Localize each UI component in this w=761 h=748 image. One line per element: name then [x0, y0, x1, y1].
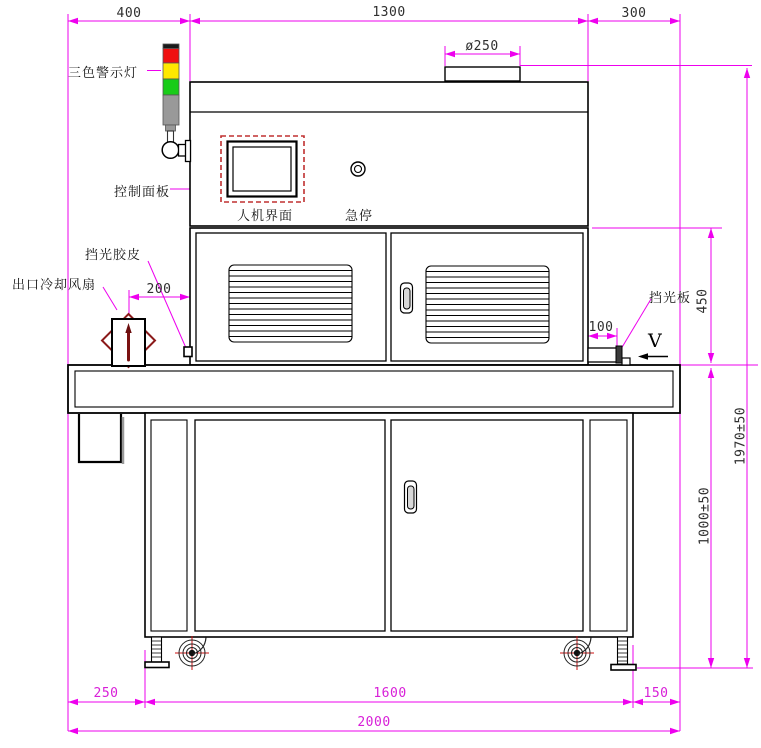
leader-light-shield-plate [621, 299, 651, 349]
dim-plate-width: 100 [588, 320, 614, 335]
lower-door-left [195, 420, 385, 631]
dim-top-right: 300 [621, 6, 647, 21]
light-shield-rubber-piece [184, 347, 192, 357]
tower-mount-ball [162, 142, 179, 159]
dim-bottom-left: 250 [93, 686, 119, 701]
label-light-shield-rubber: 挡光胶皮 [85, 248, 142, 263]
outlet-cooling-fan [102, 314, 155, 367]
light-shield-plate-piece [588, 346, 630, 365]
warning-light-tower [162, 44, 190, 162]
label-control-panel: 控制面板 [114, 185, 171, 200]
emergency-stop-button [351, 162, 365, 176]
label-outlet-cooling-fan: 出口冷却风扇 [12, 278, 97, 293]
exhaust-duct [445, 67, 520, 81]
under-table-box [79, 414, 123, 464]
leveling-foot-right [611, 637, 636, 670]
leader-outlet-cooling-fan [103, 287, 117, 310]
dim-overall-width: 2000 [357, 715, 391, 730]
label-light-shield-plate: 挡光板 [649, 291, 692, 306]
dim-upper-cabinet-height: 450 [695, 288, 711, 314]
dim-fan-gap: 200 [146, 282, 172, 297]
dim-table-height: 1000±50 [697, 486, 713, 546]
tower-yellow-light [163, 63, 179, 79]
leveling-foot-left [145, 637, 169, 668]
leader-light-shield-rubber [148, 261, 186, 348]
dim-duct-diameter: ø250 [465, 39, 499, 54]
dim-top-left: 400 [116, 6, 142, 21]
lower-door-right [391, 420, 583, 631]
dim-top-width: 1300 [372, 5, 406, 20]
dim-bottom-right: 150 [643, 686, 669, 701]
label-emergency-stop: 急停 [345, 209, 374, 224]
tower-wall-bracket [186, 141, 191, 162]
label-hmi-screen: 人机界面 [237, 209, 294, 224]
machine-body [68, 67, 680, 670]
door-handle-lower [405, 481, 417, 513]
tower-red-light [163, 49, 179, 64]
table-top [68, 365, 680, 413]
tower-green-light [163, 79, 179, 95]
label-direction-marker: V [648, 330, 662, 352]
label-warning-light: 三色警示灯 [68, 66, 139, 81]
caster-left [175, 636, 209, 670]
dim-bottom-span: 1600 [373, 686, 407, 701]
caster-right [560, 636, 594, 670]
tower-cap [163, 44, 179, 49]
direction-arrow [638, 353, 668, 359]
dim-overall-height: 1970±50 [733, 406, 749, 466]
hmi-screen [221, 136, 304, 202]
door-handle-middle [401, 283, 413, 313]
tower-base [163, 95, 179, 125]
